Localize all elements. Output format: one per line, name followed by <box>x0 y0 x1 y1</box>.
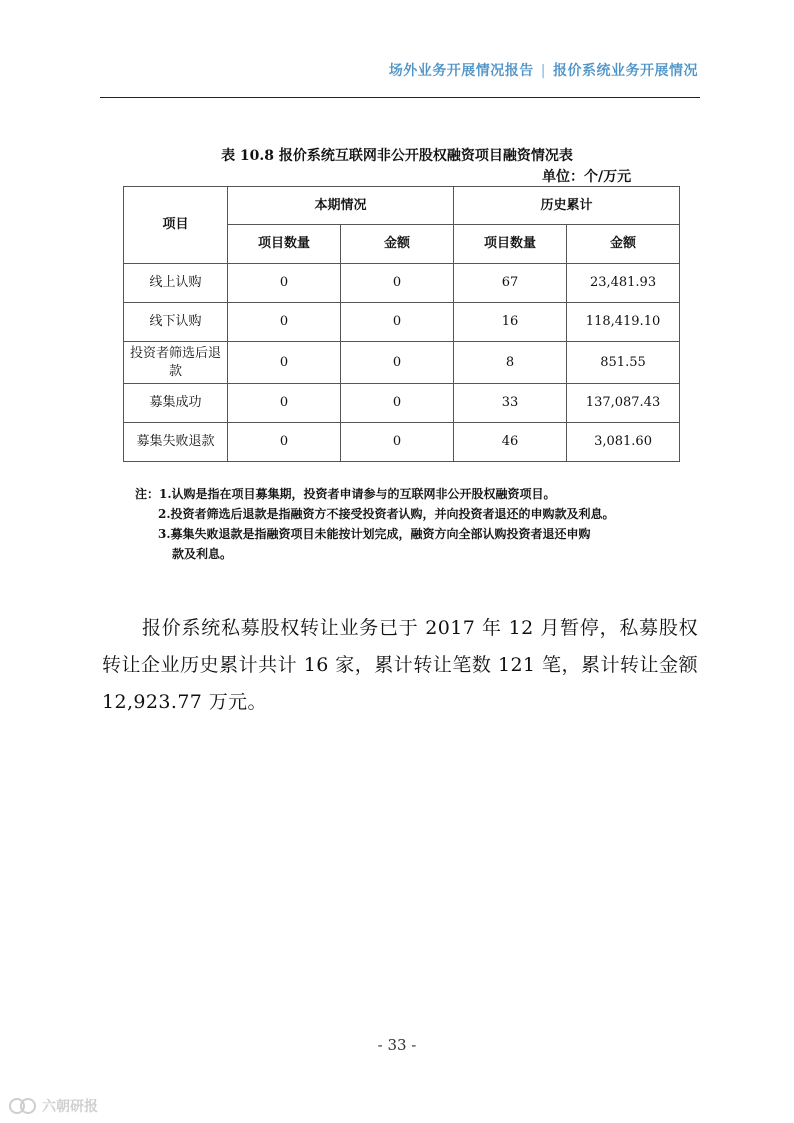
history-amount-cell: 137,087.43 <box>567 384 680 423</box>
header-group-current: 本期情况 <box>228 187 454 225</box>
history-amount-cell: 3,081.60 <box>567 423 680 462</box>
table-row <box>124 384 680 423</box>
current-amount-cell: 0 <box>341 303 454 342</box>
current-count-cell: 0 <box>228 303 341 342</box>
row-label: 募集成功 <box>124 384 228 423</box>
running-header <box>389 60 698 80</box>
header-rule <box>100 97 700 98</box>
history-count-cell: 33 <box>454 384 567 423</box>
note-3-continued: 款及利息。 <box>172 547 233 561</box>
history-count-cell: 8 <box>454 342 567 384</box>
current-amount-cell: 0 <box>341 342 454 384</box>
history-amount-cell: 851.55 <box>567 342 680 384</box>
running-header-right: 报价系统业务开展情况 <box>553 63 698 79</box>
current-count-cell: 0 <box>228 384 341 423</box>
page-number: - 33 - <box>377 1036 417 1054</box>
current-amount-cell: 0 <box>341 384 454 423</box>
watermark-logo-icon <box>8 1097 38 1115</box>
history-amount-cell: 118,419.10 <box>567 303 680 342</box>
header-history-amount: 金额 <box>567 225 680 264</box>
note-2: 2.投资者筛选后退款是指融资方不接受投资者认购，并向投资者退还的申购款及利息。 <box>158 507 615 521</box>
note-1: 注：1.认购是指在项目募集期，投资者申请参与的互联网非公开股权融资项目。 <box>135 487 556 501</box>
table-caption: 表 10.8 报价系统互联网非公开股权融资项目融资情况表 <box>221 148 573 164</box>
current-amount-cell: 0 <box>341 264 454 303</box>
header-group-history: 历史累计 <box>454 187 680 225</box>
row-label: 投资者筛选后退款 <box>124 342 228 384</box>
table-row <box>124 303 680 342</box>
row-label: 募集失败退款 <box>124 423 228 462</box>
body-section <box>102 610 698 721</box>
history-count-cell: 46 <box>454 423 567 462</box>
header-current-amount: 金额 <box>341 225 454 264</box>
header-current-count: 项目数量 <box>228 225 341 264</box>
header-item: 项目 <box>124 187 228 264</box>
current-count-cell: 0 <box>228 423 341 462</box>
row-label: 线下认购 <box>124 303 228 342</box>
table-row <box>124 264 680 303</box>
table-row <box>124 342 680 384</box>
header-history-count: 项目数量 <box>454 225 567 264</box>
row-label: 线上认购 <box>124 264 228 303</box>
history-count-cell: 16 <box>454 303 567 342</box>
watermark <box>8 1096 98 1116</box>
running-header-left: 场外业务开展情况报告 <box>388 63 534 79</box>
table-row <box>124 423 680 462</box>
running-header-separator: | <box>540 63 546 79</box>
table-unit: 单位：个/万元 <box>542 169 632 185</box>
financing-table <box>123 186 680 462</box>
body-paragraph: 报价系统私募股权转让业务已于 2017 年 12 月暂停，私募股权转让企业历史累计共计 16 家，累计转让笔数 121 笔，累计转让金额 12,923.77 万元。 <box>102 617 698 713</box>
current-count-cell: 0 <box>228 264 341 303</box>
current-count-cell: 0 <box>228 342 341 384</box>
watermark-text: 六朝研报 <box>42 1099 98 1115</box>
current-amount-cell: 0 <box>341 423 454 462</box>
history-amount-cell: 23,481.93 <box>567 264 680 303</box>
history-count-cell: 67 <box>454 264 567 303</box>
table-notes <box>135 484 615 564</box>
note-3: 3.募集失败退款是指融资项目未能按计划完成，融资方向全部认购投资者退还申购 <box>158 527 591 541</box>
